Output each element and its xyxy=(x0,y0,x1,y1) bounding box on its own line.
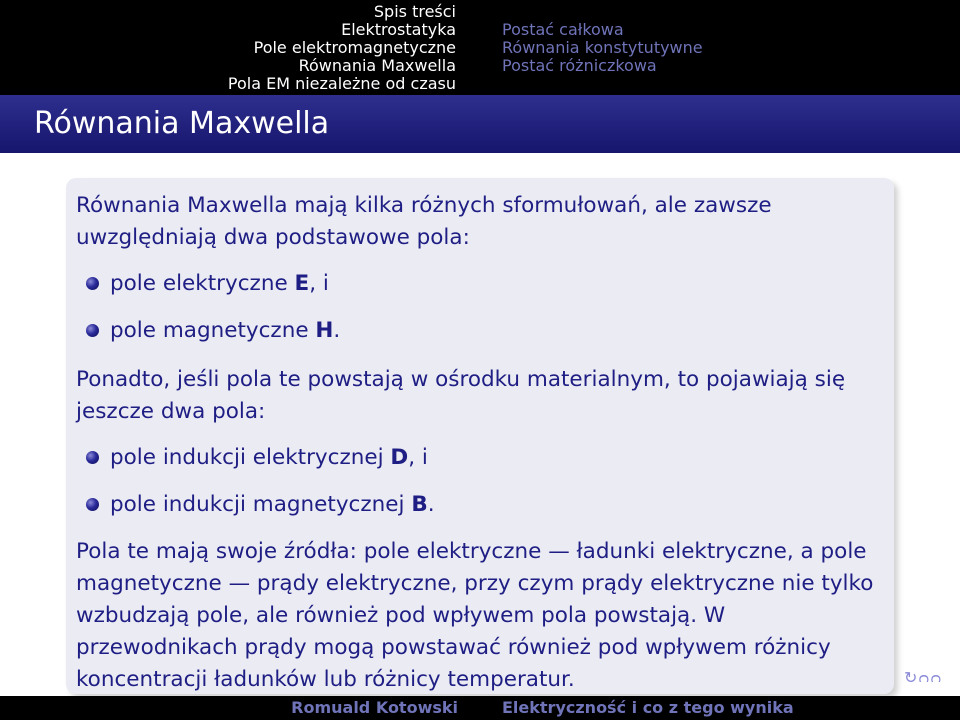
nav-subsection-integral-form[interactable]: Postać całkowa xyxy=(502,20,624,39)
bullet-icon xyxy=(86,277,99,290)
subsection-navigation xyxy=(480,0,960,95)
top-navigation-bar xyxy=(0,0,960,95)
nav-section-static-fields[interactable]: Pola EM niezależne od czasu xyxy=(227,74,456,93)
frame-title-bar xyxy=(0,95,960,153)
bullet-icon xyxy=(86,451,99,464)
nav-subsection-constitutive[interactable]: Równania konstytutywne xyxy=(502,38,703,57)
second-paragraph: Ponadto, jeśli pola te powstają w ośrodku materialnym, to pojawiają się jeszcze dwa pola: xyxy=(76,367,846,424)
footer-author: Romuald Kotowski xyxy=(291,698,458,717)
list-item-electric-field: pole elektryczne E, i xyxy=(110,268,329,300)
list-item-magnetic-field: pole magnetyczne H. xyxy=(110,315,340,347)
nav-section-em-field[interactable]: Pole elektromagnetyczne xyxy=(253,38,456,57)
nav-section-maxwell[interactable]: Równania Maxwella xyxy=(298,56,456,75)
symbol-E: E xyxy=(294,271,310,296)
nav-section-toc[interactable]: Spis treści xyxy=(373,2,456,21)
content-block xyxy=(66,178,894,694)
section-navigation xyxy=(0,0,480,95)
nav-section-electrostatics[interactable]: Elektrostatyka xyxy=(341,20,456,39)
bullet-icon xyxy=(86,498,99,511)
footer-title: Elektryczność i co z tego wynika xyxy=(502,698,794,717)
symbol-D: D xyxy=(390,445,409,470)
symbol-B: B xyxy=(411,492,428,517)
bullet-icon xyxy=(86,324,99,337)
nav-subsection-differential-form[interactable]: Postać różniczkowa xyxy=(502,56,657,75)
symbol-H: H xyxy=(315,318,334,343)
list-item-electric-induction: pole indukcji elektrycznej D, i xyxy=(110,442,428,474)
intro-paragraph: Równania Maxwella mają kilka różnych sformułowań, ale zawsze uwzględniają dwa podstawowe pola: xyxy=(76,193,772,250)
third-paragraph: Pola te mają swoje źródła: pole elektryczne — ładunki elektryczne, a pole magnetyczne — prądy elektryczne, przy czym prądy elektryczne nie tylko wzbudzają pole, ale również pod wpływem pola powstają. W przewodnikach prądy mogą powstawać również pod wpływem różnicy koncentracji ładunków lub różnicy temperatur. xyxy=(76,539,874,692)
list-item-magnetic-induction: pole indukcji magnetycznej B. xyxy=(110,489,435,521)
footer-title-bar xyxy=(480,696,960,720)
footer-author-bar xyxy=(0,696,480,720)
beamer-navigation-icons[interactable]: ↻ᴒᴒ xyxy=(904,668,943,687)
frame-title: Równania Maxwella xyxy=(34,106,330,141)
